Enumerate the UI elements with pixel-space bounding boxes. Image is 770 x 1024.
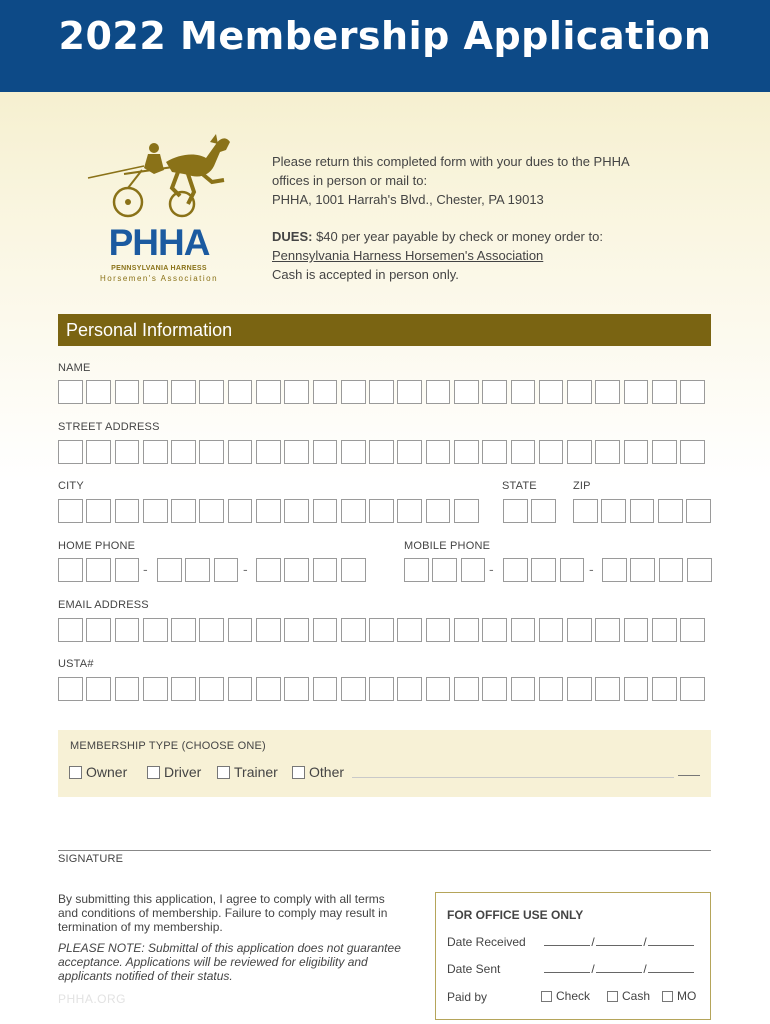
option-driver[interactable]	[147, 764, 201, 780]
char-box[interactable]	[595, 440, 620, 464]
char-box[interactable]	[567, 440, 592, 464]
char-box[interactable]	[369, 380, 394, 404]
home-phone-area[interactable]	[58, 558, 139, 582]
mobile-phone-area[interactable]	[404, 558, 485, 582]
office-title: FOR OFFICE USE ONLY	[447, 908, 584, 922]
option-trainer-label: Trainer	[234, 764, 278, 780]
char-box[interactable]	[601, 499, 626, 523]
char-box[interactable]	[171, 499, 196, 523]
street-label: STREET ADDRESS	[58, 421, 160, 433]
char-box[interactable]	[397, 440, 422, 464]
char-box[interactable]	[256, 440, 281, 464]
agreement-line: By submitting this application, I agree to comply with all terms	[58, 892, 385, 906]
checkbox-other[interactable]	[292, 766, 305, 779]
char-box[interactable]	[157, 558, 182, 582]
char-box[interactable]	[630, 558, 655, 582]
pay-check[interactable]	[541, 989, 590, 1003]
char-box[interactable]	[404, 558, 429, 582]
char-box[interactable]	[86, 499, 111, 523]
option-other-label: Other	[309, 764, 345, 780]
checkbox-driver[interactable]	[147, 766, 160, 779]
zip-label: ZIP	[573, 480, 591, 492]
char-box[interactable]	[256, 380, 281, 404]
zip-field[interactable]	[573, 499, 711, 523]
home-phone-line[interactable]	[256, 558, 366, 582]
char-box[interactable]	[531, 499, 556, 523]
char-box[interactable]	[511, 380, 536, 404]
char-box[interactable]	[313, 440, 338, 464]
signature-label: SIGNATURE	[58, 853, 124, 865]
home-phone-prefix[interactable]	[157, 558, 238, 582]
char-box[interactable]	[171, 677, 196, 701]
char-box[interactable]	[115, 558, 140, 582]
char-box[interactable]	[397, 499, 422, 523]
char-box[interactable]	[58, 677, 83, 701]
intro-line-2: offices in person or mail to:	[272, 173, 428, 188]
char-box[interactable]	[341, 440, 366, 464]
char-box[interactable]	[369, 499, 394, 523]
char-box[interactable]	[624, 380, 649, 404]
dash: -	[143, 561, 148, 577]
char-box[interactable]	[341, 499, 366, 523]
option-trainer[interactable]	[217, 764, 278, 780]
char-box[interactable]	[531, 558, 556, 582]
char-box[interactable]	[602, 558, 627, 582]
date-sent-field[interactable]: / /	[544, 962, 694, 976]
char-box[interactable]	[199, 677, 224, 701]
char-box[interactable]	[341, 677, 366, 701]
char-box[interactable]	[482, 380, 507, 404]
intro-line-1: Please return this completed form with your dues to the PHHA	[272, 154, 630, 169]
char-box[interactable]	[228, 440, 253, 464]
char-box[interactable]	[199, 380, 224, 404]
char-box[interactable]	[503, 558, 528, 582]
checkbox-trainer[interactable]	[217, 766, 230, 779]
char-box[interactable]	[228, 677, 253, 701]
char-box[interactable]	[143, 677, 168, 701]
char-box[interactable]	[86, 558, 111, 582]
dash: -	[489, 561, 494, 577]
char-box[interactable]	[454, 499, 479, 523]
char-box[interactable]	[369, 440, 394, 464]
char-box[interactable]	[680, 677, 705, 701]
char-box[interactable]	[284, 499, 309, 523]
char-box[interactable]	[143, 440, 168, 464]
paid-by-label: Paid by	[447, 990, 488, 1004]
char-box[interactable]	[313, 677, 338, 701]
char-box[interactable]	[256, 558, 281, 582]
char-box[interactable]	[595, 618, 620, 642]
char-box[interactable]	[680, 618, 705, 642]
email-field[interactable]	[58, 618, 705, 642]
char-box[interactable]	[595, 380, 620, 404]
char-box[interactable]	[482, 677, 507, 701]
dues-text: $40 per year payable by check or money order to:	[312, 229, 603, 244]
char-box[interactable]	[115, 440, 140, 464]
char-box[interactable]	[680, 440, 705, 464]
checkbox-mo[interactable]	[662, 991, 673, 1002]
char-box[interactable]	[595, 677, 620, 701]
char-box[interactable]	[58, 380, 83, 404]
char-box[interactable]	[482, 440, 507, 464]
street-field[interactable]	[58, 440, 705, 464]
option-owner[interactable]	[69, 764, 127, 780]
pay-cash-label: Cash	[622, 989, 651, 1003]
char-box[interactable]	[567, 380, 592, 404]
char-box[interactable]	[143, 618, 168, 642]
char-box[interactable]	[256, 677, 281, 701]
mobile-phone-line[interactable]	[602, 558, 712, 582]
char-box[interactable]	[228, 618, 253, 642]
char-box[interactable]	[397, 677, 422, 701]
char-box[interactable]	[171, 440, 196, 464]
char-box[interactable]	[624, 677, 649, 701]
char-box[interactable]	[171, 380, 196, 404]
char-box[interactable]	[171, 618, 196, 642]
char-box[interactable]	[143, 380, 168, 404]
char-box[interactable]	[228, 380, 253, 404]
char-box[interactable]	[199, 499, 224, 523]
char-box[interactable]	[539, 440, 564, 464]
logo-acronym: PHHA	[108, 222, 210, 263]
char-box[interactable]	[624, 440, 649, 464]
char-box[interactable]	[454, 618, 479, 642]
email-label: EMAIL ADDRESS	[58, 599, 149, 611]
char-box[interactable]	[426, 618, 451, 642]
city-label: CITY	[58, 480, 84, 492]
char-box[interactable]	[560, 558, 585, 582]
pay-check-label: Check	[556, 989, 591, 1003]
char-box[interactable]	[284, 440, 309, 464]
char-box[interactable]	[567, 618, 592, 642]
char-box[interactable]	[482, 618, 507, 642]
membership-label: MEMBERSHIP TYPE (CHOOSE ONE)	[70, 740, 266, 752]
char-box[interactable]	[652, 677, 677, 701]
mobile-phone-prefix[interactable]	[503, 558, 584, 582]
dues-label: DUES:	[272, 229, 313, 244]
char-box[interactable]	[115, 499, 140, 523]
pay-cash[interactable]	[607, 989, 650, 1003]
footer-url: PHHA.ORG	[58, 992, 127, 1006]
state-label: STATE	[502, 480, 537, 492]
char-box[interactable]	[686, 499, 711, 523]
home-phone-label: HOME PHONE	[58, 540, 136, 552]
mobile-phone-label: MOBILE PHONE	[404, 540, 491, 552]
option-other[interactable]	[292, 764, 344, 780]
date-sent-label: Date Sent	[447, 962, 501, 976]
note-text	[58, 941, 428, 983]
dues-line	[272, 229, 603, 244]
char-box[interactable]	[426, 677, 451, 701]
cash-note: Cash is accepted in person only.	[272, 267, 459, 282]
char-box[interactable]	[313, 380, 338, 404]
char-box[interactable]	[426, 380, 451, 404]
char-box[interactable]	[539, 618, 564, 642]
payee-name: Pennsylvania Harness Horsemen's Association	[272, 248, 544, 263]
char-box[interactable]	[397, 618, 422, 642]
char-box[interactable]	[313, 499, 338, 523]
dash: -	[589, 561, 594, 577]
char-box[interactable]	[115, 677, 140, 701]
char-box[interactable]	[454, 380, 479, 404]
char-box[interactable]	[573, 499, 598, 523]
section-title: Personal Information	[66, 320, 233, 340]
city-field[interactable]	[58, 499, 479, 523]
dash: -	[243, 561, 248, 577]
char-box[interactable]	[539, 380, 564, 404]
char-box[interactable]	[341, 618, 366, 642]
agreement-line: and conditions of membership. Failure to comply may result in	[58, 906, 388, 920]
option-owner-label: Owner	[86, 764, 128, 780]
char-box[interactable]	[503, 499, 528, 523]
other-input-end	[678, 775, 700, 776]
agreement-line: termination of my membership.	[58, 920, 223, 934]
note-line: applicants notified of their status.	[58, 969, 233, 983]
char-box[interactable]	[313, 618, 338, 642]
char-box[interactable]	[58, 440, 83, 464]
char-box[interactable]	[228, 499, 253, 523]
char-box[interactable]	[652, 440, 677, 464]
char-box[interactable]	[426, 440, 451, 464]
char-box[interactable]	[115, 618, 140, 642]
char-box[interactable]	[284, 380, 309, 404]
date-received-label: Date Received	[447, 935, 526, 949]
char-box[interactable]	[680, 380, 705, 404]
char-box[interactable]	[115, 380, 140, 404]
signature-line[interactable]	[58, 850, 711, 851]
char-box[interactable]	[539, 677, 564, 701]
char-box[interactable]	[341, 380, 366, 404]
char-box[interactable]	[86, 440, 111, 464]
logo-line-1: PENNSYLVANIA HARNESS	[111, 265, 207, 272]
char-box[interactable]	[426, 499, 451, 523]
char-box[interactable]	[284, 618, 309, 642]
checkbox-owner[interactable]	[69, 766, 82, 779]
char-box[interactable]	[58, 558, 83, 582]
name-label: NAME	[58, 362, 91, 374]
usta-label: USTA#	[58, 658, 94, 670]
char-box[interactable]	[143, 499, 168, 523]
option-driver-label: Driver	[164, 764, 202, 780]
agreement-text	[58, 892, 428, 934]
char-box[interactable]	[369, 618, 394, 642]
char-box[interactable]	[58, 618, 83, 642]
char-box[interactable]	[567, 677, 592, 701]
char-box[interactable]	[284, 558, 309, 582]
char-box[interactable]	[652, 618, 677, 642]
char-box[interactable]	[86, 618, 111, 642]
checkbox-check[interactable]	[541, 991, 552, 1002]
char-box[interactable]	[454, 677, 479, 701]
note-line: PLEASE NOTE: Submittal of this application does not guarantee	[58, 941, 401, 955]
other-input-line[interactable]	[352, 777, 674, 778]
char-box[interactable]	[256, 499, 281, 523]
char-box[interactable]	[185, 558, 210, 582]
pay-mo-label: MO	[677, 989, 697, 1003]
char-box[interactable]	[630, 499, 655, 523]
char-box[interactable]	[58, 499, 83, 523]
char-box[interactable]	[313, 558, 338, 582]
page-title: 2022 Membership Application	[58, 14, 712, 58]
char-box[interactable]	[214, 558, 239, 582]
intro-address: PHHA, 1001 Harrah's Blvd., Chester, PA 19013	[272, 192, 544, 207]
char-box[interactable]	[624, 618, 649, 642]
char-box[interactable]	[397, 380, 422, 404]
char-box[interactable]	[511, 440, 536, 464]
char-box[interactable]	[86, 380, 111, 404]
char-box[interactable]	[454, 440, 479, 464]
state-field[interactable]	[503, 499, 556, 523]
char-box[interactable]	[341, 558, 366, 582]
char-box[interactable]	[432, 558, 457, 582]
char-box[interactable]	[199, 440, 224, 464]
checkbox-cash[interactable]	[607, 991, 618, 1002]
char-box[interactable]	[199, 618, 224, 642]
pay-mo[interactable]	[662, 989, 696, 1003]
char-box[interactable]	[86, 677, 111, 701]
char-box[interactable]	[284, 677, 309, 701]
char-box[interactable]	[687, 558, 712, 582]
char-box[interactable]	[461, 558, 486, 582]
char-box[interactable]	[256, 618, 281, 642]
char-box[interactable]	[511, 677, 536, 701]
char-box[interactable]	[511, 618, 536, 642]
name-field[interactable]	[58, 380, 705, 404]
date-received-field[interactable]: / /	[544, 935, 694, 949]
usta-field[interactable]	[58, 677, 705, 701]
char-box[interactable]	[369, 677, 394, 701]
char-box[interactable]	[652, 380, 677, 404]
char-box[interactable]	[659, 558, 684, 582]
logo-line-2: Horsemen's Association	[99, 274, 219, 283]
char-box[interactable]	[658, 499, 683, 523]
note-line: acceptance. Applications will be reviewed for eligibility and	[58, 955, 368, 969]
